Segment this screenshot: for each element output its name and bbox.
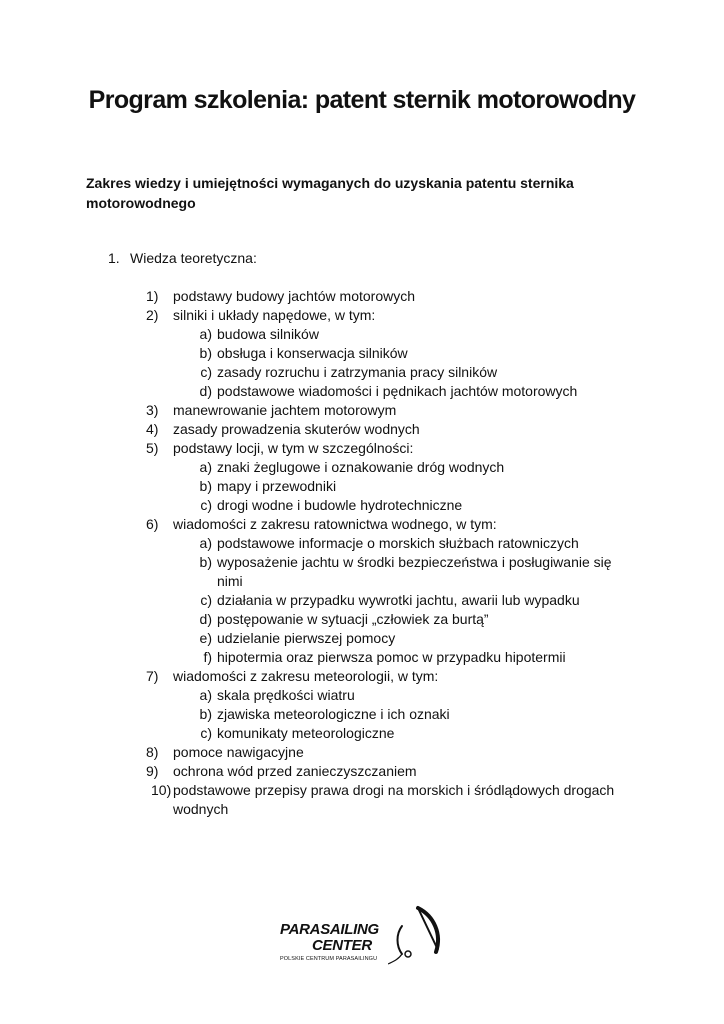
list-subitem-text: zjawiska meteorologiczne i ich oznaki xyxy=(217,706,450,722)
list-subitem xyxy=(0,344,627,363)
list-subitem-text: hipotermia oraz pierwsza pomoc w przypadku hipotermii xyxy=(217,649,566,665)
syllabus-list xyxy=(0,287,724,819)
list-subitem-letter: a) xyxy=(199,535,212,551)
list-subitem-text: mapy i przewodniki xyxy=(217,478,337,494)
list-item xyxy=(0,515,633,534)
list-item xyxy=(0,762,633,781)
list-item-number: 10) xyxy=(151,782,172,798)
list-subitem xyxy=(0,534,627,553)
list-subitem xyxy=(0,648,627,667)
list-subitem-letter: e) xyxy=(199,630,212,646)
list-subitem xyxy=(0,458,627,477)
parasail-emblem-icon xyxy=(388,904,444,974)
list-subitem-text: wyposażenie jachtu w środki bezpieczeństwa i posługiwanie się nimi xyxy=(217,554,612,589)
list-subitem-text: budowa silników xyxy=(217,326,319,342)
section-label: Wiedza teoretyczna: xyxy=(130,250,257,266)
list-item xyxy=(0,287,633,306)
list-subitem-letter: c) xyxy=(200,725,212,741)
list-item-number: 8) xyxy=(146,744,159,760)
list-item-number: 6) xyxy=(146,516,159,532)
list-subitem-letter: b) xyxy=(199,554,212,570)
list-subitem xyxy=(0,591,627,610)
list-subitem xyxy=(0,477,627,496)
list-subitem-text: podstawowe wiadomości i pędnikach jachtów motorowych xyxy=(217,383,578,399)
list-subitem-letter: a) xyxy=(199,459,212,475)
list-item xyxy=(0,439,633,458)
list-subitem-text: komunikaty meteorologiczne xyxy=(217,725,395,741)
page-title: Program szkolenia: patent sternik motorowodny xyxy=(88,86,636,114)
list-item xyxy=(0,781,633,819)
list-item xyxy=(0,420,633,439)
list-subitem xyxy=(0,705,627,724)
list-item-text: podstawowe przepisy prawa drogi na morskich i śródlądowych drogach wodnych xyxy=(173,782,615,817)
list-item-text: zasady prowadzenia skuterów wodnych xyxy=(173,421,420,437)
list-subitem xyxy=(0,629,627,648)
logo-wordmark-line2: CENTER xyxy=(312,937,372,954)
list-item-number: 2) xyxy=(146,307,159,323)
parasailing-center-logo xyxy=(276,904,448,972)
list-item xyxy=(0,401,633,420)
list-item-text: pomoce nawigacyjne xyxy=(173,744,304,760)
list-subitem-letter: c) xyxy=(200,364,212,380)
list-item-number: 4) xyxy=(146,421,159,437)
list-item-text: wiadomości z zakresu meteorologii, w tym: xyxy=(173,668,439,684)
list-subitem xyxy=(0,496,627,515)
list-subitem-text: zasady rozruchu i zatrzymania pracy silników xyxy=(217,364,498,380)
list-item-number: 7) xyxy=(146,668,159,684)
list-subitem-letter: d) xyxy=(199,611,212,627)
list-subitem-letter: b) xyxy=(199,706,212,722)
list-item xyxy=(0,743,633,762)
list-item xyxy=(0,306,633,325)
list-item-number: 3) xyxy=(146,402,159,418)
list-item-number: 1) xyxy=(146,288,159,304)
list-subitem-text: obsługa i konserwacja silników xyxy=(217,345,408,361)
list-item-text: podstawy locji, w tym w szczególności: xyxy=(173,440,414,456)
list-item-number: 9) xyxy=(146,763,159,779)
list-subitem-letter: c) xyxy=(200,497,212,513)
list-subitem xyxy=(0,325,627,344)
section-number: 1. xyxy=(108,250,120,266)
list-subitem-letter: c) xyxy=(200,592,212,608)
list-subitem xyxy=(0,724,627,743)
list-subitem-text: udzielanie pierwszej pomocy xyxy=(217,630,396,646)
list-subitem xyxy=(0,382,627,401)
list-subitem-text: postępowanie w sytuacji „człowiek za burtą” xyxy=(217,611,489,627)
list-subitem-text: drogi wodne i budowle hydrotechniczne xyxy=(217,497,463,513)
list-subitem-letter: f) xyxy=(203,649,212,665)
list-item xyxy=(0,667,633,686)
list-subitem-text: podstawowe informacje o morskich służbach ratowniczych xyxy=(217,535,579,551)
list-item-text: wiadomości z zakresu ratownictwa wodnego, w tym: xyxy=(173,516,497,532)
list-subitem-letter: b) xyxy=(199,345,212,361)
logo-wordmark-line1: PARASAILING xyxy=(280,921,379,938)
document-subtitle: Zakres wiedzy i umiejętności wymaganych do uzyskania patentu sternika motorowodnego xyxy=(86,175,574,211)
list-subitem-letter: b) xyxy=(199,478,212,494)
list-item-text: manewrowanie jachtem motorowym xyxy=(173,402,397,418)
list-subitem xyxy=(0,686,627,705)
list-subitem-letter: d) xyxy=(199,383,212,399)
list-subitem-letter: a) xyxy=(199,687,212,703)
section-heading xyxy=(108,249,257,268)
list-subitem-letter: a) xyxy=(199,326,212,342)
list-item-text: silniki i układy napędowe, w tym: xyxy=(173,307,376,323)
list-subitem xyxy=(0,553,627,591)
list-item-number: 5) xyxy=(146,440,159,456)
list-subitem xyxy=(0,363,627,382)
list-subitem-text: działania w przypadku wywrotki jachtu, awarii lub wypadku xyxy=(217,592,580,608)
list-subitem xyxy=(0,610,627,629)
list-subitem-text: skala prędkości wiatru xyxy=(217,687,355,703)
list-subitem-text: znaki żeglugowe i oznakowanie dróg wodnych xyxy=(217,459,505,475)
logo-tagline: POLSKIE CENTRUM PARASAILINGU xyxy=(280,956,378,962)
list-item-text: ochrona wód przed zanieczyszczaniem xyxy=(173,763,417,779)
list-item-text: podstawy budowy jachtów motorowych xyxy=(173,288,416,304)
